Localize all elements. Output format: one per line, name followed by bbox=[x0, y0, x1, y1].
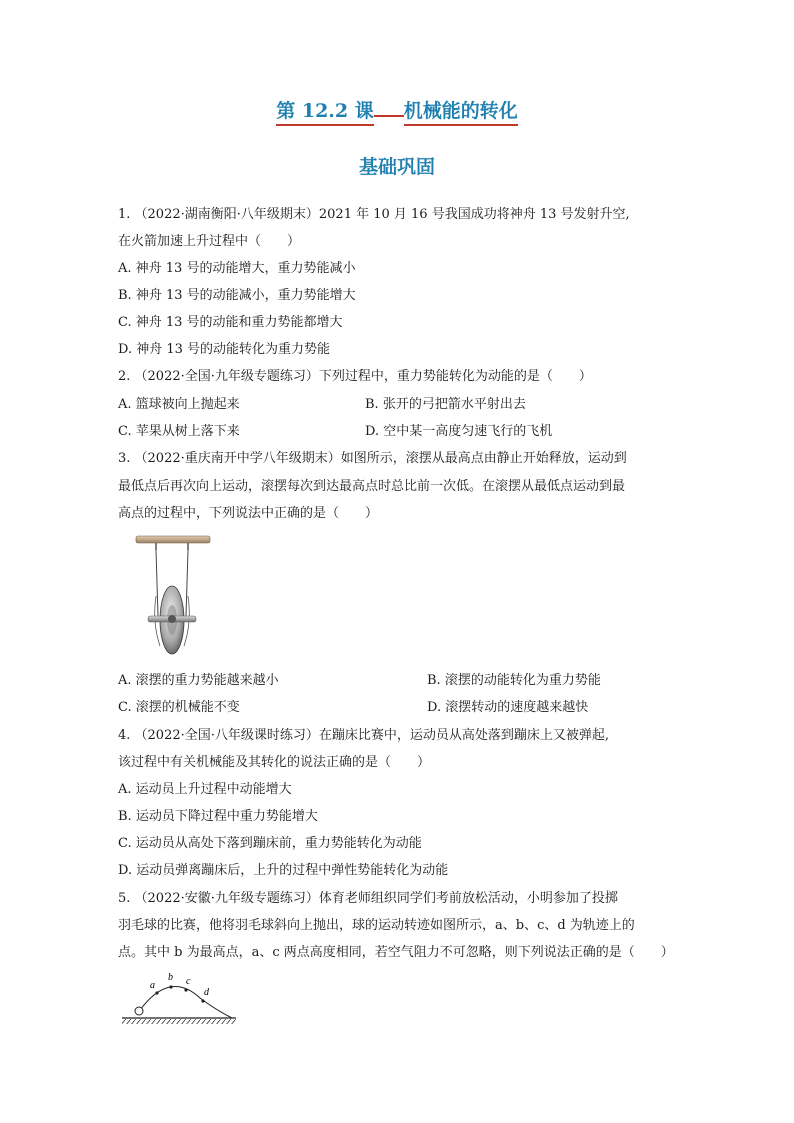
section-subtitle: 基础巩固 bbox=[358, 156, 435, 178]
q3-option-c: C. 滚摆的机械能不变 bbox=[118, 700, 240, 715]
q3-stem-line-3: 高点的过程中，下列说法中正确的是（ ） bbox=[118, 506, 379, 521]
q2-option-b: B. 张开的弓把箭水平射出去 bbox=[365, 397, 526, 412]
q3-option-d: D. 滚摆转动的速度越来越快 bbox=[427, 700, 589, 715]
q2-option-a: A. 篮球被向上抛起来 bbox=[118, 397, 240, 412]
q4-option-b: B. 运动员下降过程中重力势能增大 bbox=[118, 809, 318, 824]
q1-option-d: D. 神舟 13 号的动能转化为重力势能 bbox=[118, 342, 331, 357]
q2-option-c: C. 苹果从树上落下来 bbox=[118, 424, 240, 439]
maxwell-pendulum-figure bbox=[134, 532, 214, 660]
q3-stem-line-1: 3. （2022·重庆南开中学八年级期末）如图所示，滚摆从最高点由静止开始释放，运动到 bbox=[118, 451, 627, 466]
q5-stem-line-2: 羽毛球的比赛，他将羽毛球斜向上抛出，球的运动转迹如图所示，a、b、c、d 为轨迹上的 bbox=[118, 918, 635, 933]
trajectory-point-c-label: c bbox=[186, 976, 191, 987]
q5-stem-line-3: 点。其中 b 为最高点，a、c 两点高度相同，若空气阻力不可忽略，则下列说法正确的是（ ） bbox=[118, 945, 674, 960]
title-topic: 机械能的转化 bbox=[404, 100, 518, 126]
trajectory-point-b-label: b bbox=[168, 972, 173, 983]
q2-stem: 2. （2022·全国·九年级专题练习）下列过程中，重力势能转化为动能的是（ ） bbox=[118, 369, 592, 384]
trajectory-point-a-label: a bbox=[150, 980, 155, 991]
q4-stem-line-2: 该过程中有关机械能及其转化的说法正确的是（ ） bbox=[118, 755, 431, 770]
q1-option-c: C. 神舟 13 号的动能和重力势能都增大 bbox=[118, 315, 343, 330]
q1-stem-line-2: 在火箭加速上升过程中（ ） bbox=[118, 234, 301, 249]
q2-option-d: D. 空中某一高度匀速飞行的飞机 bbox=[365, 424, 553, 439]
q3-stem-line-2: 最低点后再次向上运动，滚摆每次到达最高点时总比前一次低。在滚摆从最低点运动到最 bbox=[118, 479, 626, 494]
q5-stem-line-1: 5. （2022·安徽·九年级专题练习）体育老师组织同学们考前放松活动，小明参加了投掷 bbox=[118, 891, 618, 906]
shuttlecock-trajectory-figure bbox=[120, 966, 240, 1028]
q4-option-c: C. 运动员从高处下落到蹦床前，重力势能转化为动能 bbox=[118, 836, 422, 851]
q1-option-b: B. 神舟 13 号的动能减小，重力势能增大 bbox=[118, 288, 356, 303]
q4-option-d: D. 运动员弹离蹦床后，上升的过程中弹性势能转化为动能 bbox=[118, 863, 449, 878]
q3-option-b: B. 滚摆的动能转化为重力势能 bbox=[427, 673, 601, 688]
q3-option-a: A. 滚摆的重力势能越来越小 bbox=[118, 673, 279, 688]
q4-stem-line-1: 4. （2022·全国·八年级课时练习）在蹦床比赛中，运动员从高处落到蹦床上又被弹起, bbox=[118, 728, 610, 743]
title-gap bbox=[374, 113, 404, 117]
q1-option-a: A. 神舟 13 号的动能增大，重力势能减小 bbox=[118, 261, 356, 276]
title-lesson-number: 第 12.2 课 bbox=[276, 100, 374, 126]
trajectory-point-d-label: d bbox=[204, 987, 209, 998]
q1-stem-line-1: 1. （2022·湖南衡阳·八年级期末）2021 年 10 月 16 号我国成功将神舟 13 号发射升空, bbox=[118, 207, 630, 222]
page-title bbox=[0, 96, 794, 123]
q4-option-a: A. 运动员上升过程中动能增大 bbox=[118, 782, 292, 797]
